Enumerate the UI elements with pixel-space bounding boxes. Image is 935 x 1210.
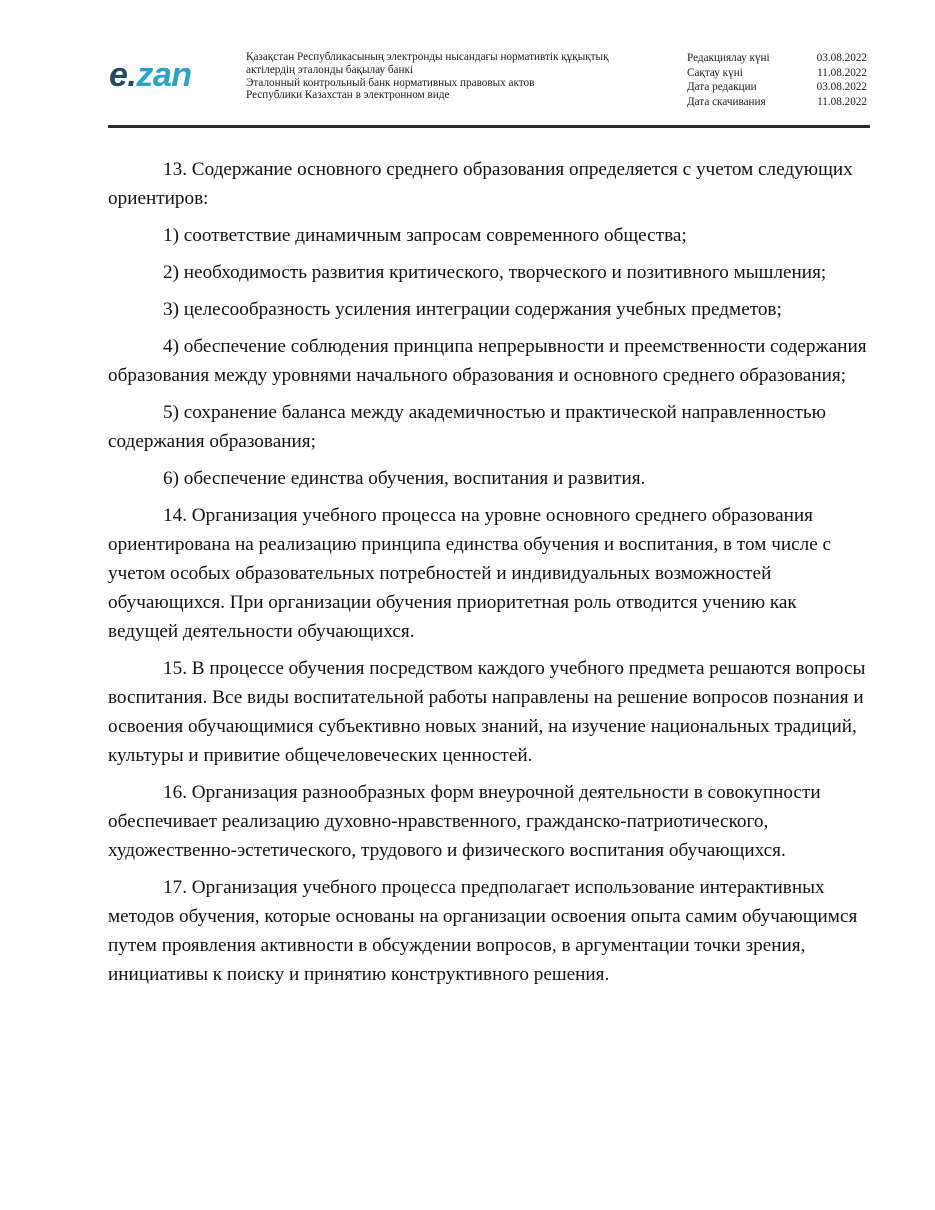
meta-row-edit-date-kz	[687, 51, 867, 66]
org-line: Қазақстан Республикасының электронды нысандағы нормативтік құқықтық	[246, 51, 609, 63]
list-item-1: 1) соответствие динамичным запросам современного общества;	[163, 225, 687, 246]
list-item-3: 3) целесообразность усиления интеграции содержания учебных предметов;	[163, 299, 782, 320]
org-line: Эталонный контрольный банк нормативных правовых актов	[246, 76, 535, 89]
list-item-6: 6) обеспечение единства обучения, воспитания и развития.	[163, 468, 646, 489]
list-item-5: 5) сохранение баланса между академичностью и практической направленностью содержания образования;	[108, 402, 826, 452]
ezan-logo	[109, 55, 219, 95]
meta-row-download-date	[687, 95, 867, 110]
paragraph-15: 15. В процессе обучения посредством каждого учебного предмета решаются вопросы воспитания. Все виды воспитательной работы направлены на решение вопросов познания и освоения обучающимися субъективно новых знаний, на изучение национальных традиций, культуры и привитие общечеловеческих ценностей.	[108, 658, 866, 766]
org-line: Республики Казахстан в электронном виде	[246, 89, 450, 102]
paragraph-17: 17. Организация учебного процесса предполагает использование интерактивных методов обучения, которые основаны на организации освоения опыта самим обучающимся путем проявления активности в обсуждении вопросов, в аргументации точки зрения, инициативы к поиску и принятию конструктивного решения.	[108, 877, 858, 985]
meta-label: Дата скачивания	[687, 95, 766, 108]
paragraph-14: 14. Организация учебного процесса на уровне основного среднего образования ориентирована на реализацию принципа единства обучения и воспитания, в том числе с учетом особых образовательных потребностей и индивидуальных возможностей обучающихся. При организации обучения приоритетная роль отводится учению как ведущей деятельности обучающихся.	[108, 505, 832, 642]
meta-value: 11.08.2022	[817, 95, 867, 108]
issuing-organization	[246, 51, 656, 102]
meta-row-save-date-kz	[687, 66, 867, 81]
meta-value: 11.08.2022	[817, 66, 867, 79]
meta-value: 03.08.2022	[816, 52, 867, 64]
logo-e-dot: e.	[109, 56, 137, 94]
meta-label: Редакциялау күні	[687, 52, 770, 64]
meta-row-edit-date	[687, 80, 867, 95]
meta-label: Сақтау күні	[687, 66, 743, 79]
meta-value: 03.08.2022	[816, 81, 867, 94]
list-item-4: 4) обеспечение соблюдения принципа непрерывности и преемственности содержания образования между уровнями начального образования и основного среднего образования;	[108, 336, 867, 386]
svg-text:e.zan	[109, 56, 192, 94]
paragraph-16: 16. Организация разнообразных форм внеурочной деятельности в совокупности обеспечивает реализацию духовно-нравственного, гражданско-патриотического, художественно-эстетического, трудового и физического воспитания обучающихся.	[108, 782, 821, 861]
document-header	[108, 50, 870, 126]
document-body	[108, 155, 868, 997]
logo-zan: zan	[136, 56, 192, 94]
document-dates	[687, 51, 867, 109]
header-divider	[108, 125, 870, 128]
meta-label: Дата редакции	[687, 81, 757, 94]
paragraph-13: 13. Содержание основного среднего образования определяется с учетом следующих ориентиров:	[108, 159, 853, 209]
list-item-2: 2) необходимость развития критического, творческого и позитивного мышления;	[163, 262, 827, 283]
org-line: актілердің эталонды бақылау банкі	[246, 63, 414, 76]
